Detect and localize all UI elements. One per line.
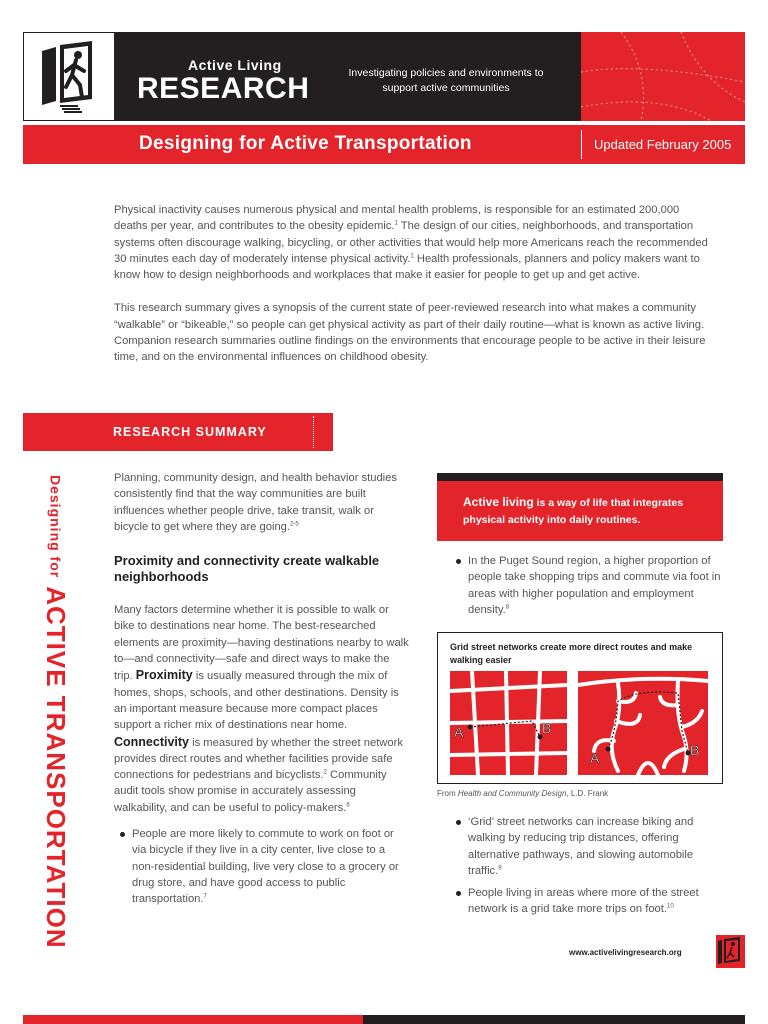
left-p2-b: is usually measured through the mix of homes, shops, schools, and other destinations. Density is an important measure because more compact places support a richer mix of destinations near home. (114, 670, 399, 732)
bullet-text: In the Puget Sound region, a higher proportion of people take shopping trips and commute via foot in areas with higher population and employment density. (468, 555, 721, 616)
point-a-label: A (590, 750, 600, 766)
vertical-title (35, 475, 71, 949)
bullet-item (450, 885, 725, 918)
footnote-ref: 6 (346, 802, 350, 809)
figure-source-suffix: , L.D. Frank (566, 789, 609, 798)
left-column (114, 470, 410, 908)
dotted-divider (313, 416, 314, 448)
right-column-top (450, 553, 725, 618)
bullet-text: People living in areas where more of the street network is a grid take more trips on foot. (468, 887, 699, 916)
section-heading: RESEARCH SUMMARY (113, 425, 267, 439)
cul-de-sac-network-map (578, 671, 708, 775)
bottom-bar (23, 1015, 745, 1024)
brand-title: RESEARCH (137, 72, 310, 105)
bullet-item (450, 814, 725, 879)
footnote-ref: 9 (498, 865, 502, 872)
footnote-ref: 10 (666, 903, 674, 910)
figure-source-title: Health and Community Design (457, 789, 567, 798)
footnote-ref: 7 (203, 893, 207, 900)
bullet-item (114, 826, 410, 907)
research-summary-bar (23, 413, 333, 451)
walking-figure-logo-icon (38, 41, 102, 113)
point-b-label: B (690, 742, 700, 758)
document-title: Designing for Active Transportation (139, 133, 472, 154)
vertical-title-small: Designing for (47, 475, 64, 579)
right-column-bottom (450, 814, 725, 918)
brand-subtitle: Active Living (188, 57, 282, 73)
point-a-label: A (454, 724, 464, 740)
street-network-figure (437, 632, 723, 784)
footnote-ref: 8 (505, 604, 510, 611)
intro-p1-a: Physical inactivity causes numerous physical and mental health problems, is responsible for an estimated 200,000 deaths per year, and contributes to the obesity epidemic. (114, 204, 680, 233)
title-divider (581, 130, 582, 159)
left-paragraph-1 (114, 470, 410, 535)
left-p2-d: Community audit tools show promise in accurately assessing walkability, and can be useful to policy-makers. (114, 769, 387, 814)
left-p2-c: is measured by whether the street network provides direct routes and whether facilities provide safe connections for pedestrians and bicyclists. (114, 736, 403, 782)
left-p2-a: Many factors determine whether it is possible to walk or bike to destinations near home. The best-researched elements are proximity—having destinations nearby to walk to—and connectivity—safe and direct ways to make the trip. (114, 604, 409, 683)
website-url[interactable]: www.activelivingresearch.org (569, 948, 682, 957)
footnote-ref: 2-5 (290, 521, 299, 528)
footer-logo (716, 935, 745, 968)
bullet-item (450, 553, 725, 618)
header-decoration (581, 32, 745, 121)
intro-text (114, 202, 714, 366)
intro-p1-c: Health professionals, planners and policy makers want to know how to design neighborhoods and workplaces that make it easier for people to get up and get active. (114, 252, 700, 282)
footnote-ref: 1 (394, 220, 398, 227)
callout-lead: Active living (463, 495, 534, 509)
updated-date: Updated February 2005 (594, 137, 732, 152)
bottom-bar-accent (23, 1015, 363, 1024)
left-paragraph-2 (114, 602, 410, 816)
left-p1-text: Planning, community design, and health behavior studies consistently find that the way communities are built influences whether people drive, take transit, walk or bicycle to get where they are going. (114, 472, 397, 533)
keyword-connectivity: Connectivity (114, 734, 190, 749)
figure-source (437, 789, 608, 798)
walking-figure-icon (716, 935, 745, 968)
intro-paragraph-2: This research summary gives a synopsis of the current state of peer-reviewed research into what makes a community “walkable” or “bikeable,” so people can get physical activity as part of their daily routine—what is known as active living. Companion research summaries outline findings on the environments that encourage people to be active in their leisure time, and on the environmental influences on childhood obesity. (114, 302, 706, 364)
figure-source-prefix: From (437, 789, 458, 798)
intro-paragraph-1 (114, 202, 714, 283)
figure-caption: Grid street networks create more direct routes and make walking easier (450, 642, 693, 665)
active-living-callout (437, 473, 723, 541)
point-b-label: B (542, 720, 552, 736)
section-subheading: Proximity and connectivity create walkable neighborhoods (114, 553, 380, 585)
tagline: Investigating policies and environments to support active communities (348, 67, 544, 94)
title-bar (23, 125, 745, 164)
callout-text: is a way of life that integrates physical activity into daily routines. (463, 497, 684, 526)
footnote-ref: 2 (323, 769, 327, 776)
bullet-text: ‘Grid’ street networks can increase biking and walking by reducing trip distances, offering alternative pathways, and slowing automobile traffic. (468, 816, 694, 877)
logo (23, 32, 115, 121)
footnote-ref: 1 (410, 253, 414, 260)
vertical-title-large: ACTIVE TRANSPORTATION (41, 586, 71, 949)
intro-p1-b: The design of our cities, neighborhoods, and transportation systems often discourage walking, bicycling, or other activities that would help more Americans reach the recommended 30 minutes each day of moderately intense physical activity. (114, 220, 708, 265)
bullet-text: People are more likely to commute to work on foot or via bicycle if they live in a city center, live close to a non-residential building, live very close to a grocery or drug store, and have good access to public transportation. (132, 828, 399, 906)
grid-network-map (450, 671, 567, 775)
keyword-proximity: Proximity (135, 668, 193, 683)
